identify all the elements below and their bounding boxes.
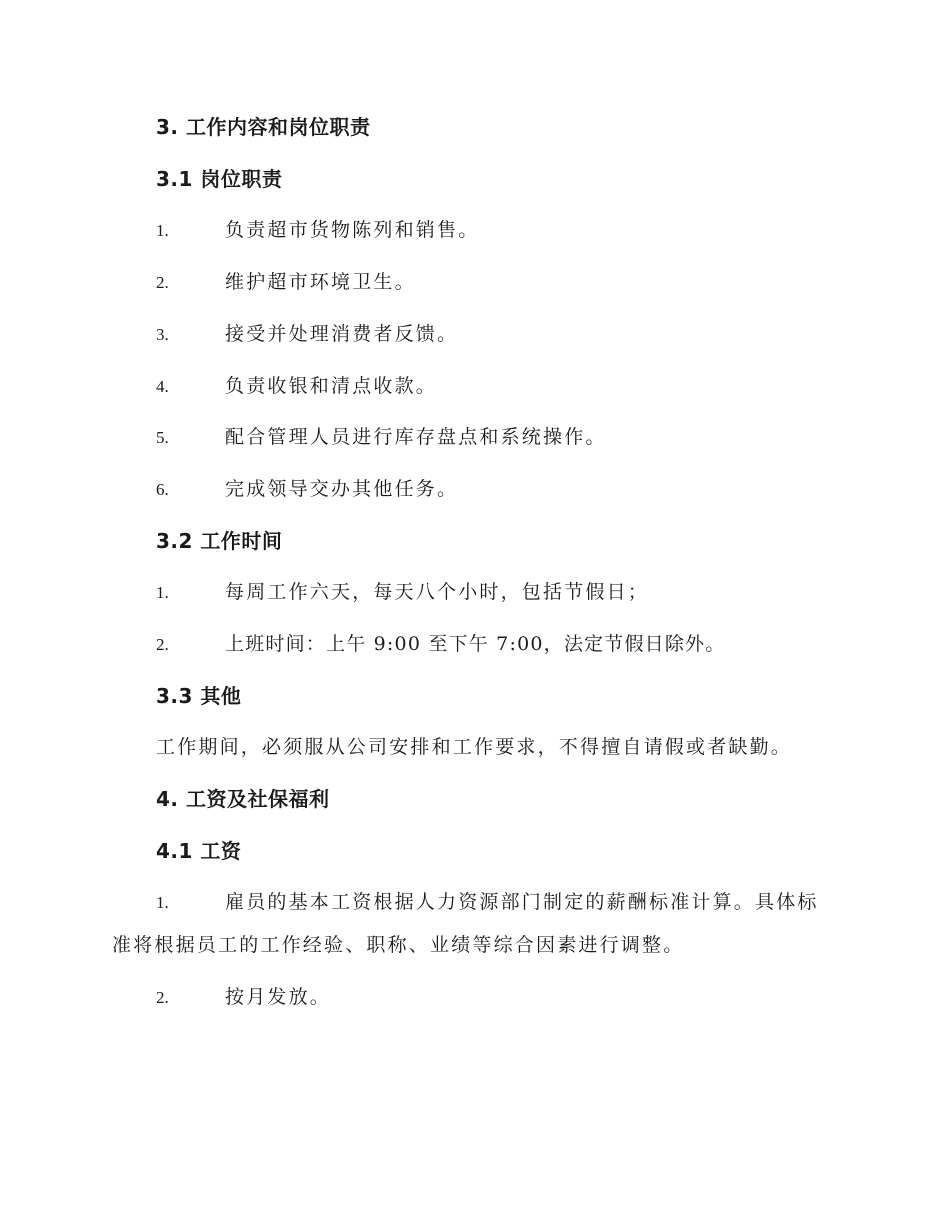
subsection-heading-4-1: 4.1 工资: [156, 839, 242, 863]
list-item-text: 上班时间：上午 9:00 至下午 7:00，法定节假日除外。: [225, 633, 726, 655]
list-item-text: 雇员的基本工资根据人力资源部门制定的薪酬标准计算。具体标: [225, 891, 819, 913]
section-heading-4: 4. 工资及社保福利: [156, 787, 330, 811]
list-item-number: 1.: [156, 893, 169, 912]
list-item-number: 2.: [156, 635, 169, 654]
list-item-text: 每周工作六天，每天八个小时，包括节假日；: [225, 581, 650, 603]
list-item-number: 1.: [156, 221, 169, 240]
subsection-heading-3-3: 3.3 其他: [156, 684, 242, 708]
list-item-text: 按月发放。: [225, 986, 332, 1008]
list-item-number: 1.: [156, 583, 169, 602]
list-item-text: 维护超市环境卫生。: [225, 271, 416, 293]
list-item-number: 3.: [156, 325, 169, 344]
list-item-text: 负责收银和清点收款。: [225, 375, 438, 397]
list-item-text-continuation: 准将根据员工的工作经验、职称、业绩等综合因素进行调整。: [112, 934, 685, 956]
list-item-number: 6.: [156, 480, 169, 499]
list-item-number: 2.: [156, 988, 169, 1007]
list-item-number: 5.: [156, 428, 169, 447]
list-item-number: 4.: [156, 377, 169, 396]
list-item-text: 负责超市货物陈列和销售。: [225, 219, 480, 241]
section-heading-3: 3. 工作内容和岗位职责: [156, 115, 371, 139]
list-item-text: 接受并处理消费者反馈。: [225, 323, 459, 345]
list-item-text: 配合管理人员进行库存盘点和系统操作。: [225, 426, 607, 448]
subsection-heading-3-1: 3.1 岗位职责: [156, 167, 283, 191]
paragraph: 工作期间，必须服从公司安排和工作要求，不得擅自请假或者缺勤。: [156, 736, 793, 758]
subsection-heading-3-2: 3.2 工作时间: [156, 529, 283, 553]
list-item-text: 完成领导交办其他任务。: [225, 478, 459, 500]
list-item-number: 2.: [156, 273, 169, 292]
